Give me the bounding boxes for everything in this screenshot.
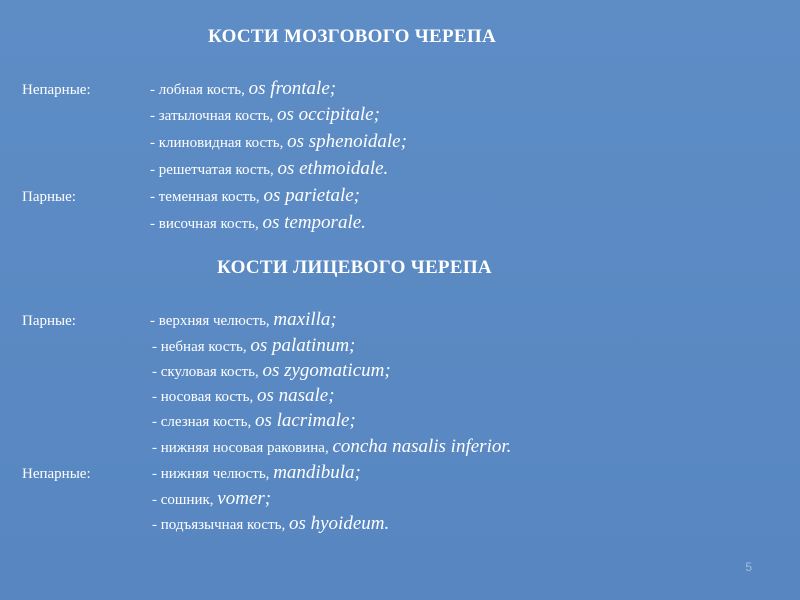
item-latin: os frontale; [248, 78, 337, 99]
item-latin: vomer; [217, 488, 272, 509]
item-russian: - слезная кость, [152, 414, 255, 430]
facial-unpaired-label: Непарные: [22, 466, 91, 482]
cranial-paired-item [150, 185, 360, 207]
cranial-unpaired-item [150, 104, 380, 126]
cranial-unpaired-item [150, 158, 388, 180]
item-latin: os nasale; [256, 385, 335, 406]
item-russian: - верхняя челюсть, [150, 313, 274, 329]
facial-paired-item [150, 309, 337, 331]
item-russian: - сошник, [152, 492, 218, 508]
item-latin: os sphenoidale; [287, 131, 407, 152]
item-latin: os lacrimale; [254, 410, 356, 431]
item-russian: - нижняя носовая раковина, [152, 440, 333, 456]
facial-unpaired-item [152, 513, 389, 535]
facial-unpaired-item [152, 488, 271, 510]
item-russian: - теменная кость, [150, 189, 264, 205]
facial-paired-item [152, 385, 335, 407]
page-number: 5 [745, 560, 752, 574]
item-latin: os ethmoidale. [277, 158, 389, 179]
item-russian: - носовая кость, [152, 389, 257, 405]
item-russian: - нижняя челюсть, [152, 466, 274, 482]
cranial-unpaired-item [150, 131, 407, 153]
item-russian: - затылочная кость, [150, 108, 278, 124]
item-latin: os palatinum; [250, 335, 356, 356]
facial-paired-item [152, 335, 355, 357]
item-russian: - клиновидная кость, [150, 135, 288, 151]
item-latin: os parietale; [263, 185, 361, 206]
item-latin: concha nasalis inferior. [332, 436, 512, 457]
facial-paired-item [152, 360, 391, 382]
cranial-title: КОСТИ МОЗГОВОГО ЧЕРЕПА [208, 26, 496, 47]
item-latin: os zygomaticum; [262, 360, 391, 381]
item-latin: os hyoideum. [288, 513, 390, 534]
cranial-paired-item [150, 212, 366, 234]
facial-paired-item [152, 436, 511, 458]
item-latin: maxilla; [273, 309, 337, 330]
facial-title: КОСТИ ЛИЦЕВОГО ЧЕРЕПА [217, 257, 492, 278]
facial-unpaired-item [152, 462, 361, 484]
item-latin: mandibula; [273, 462, 361, 483]
item-russian: - височная кость, [150, 216, 263, 232]
facial-paired-item [152, 410, 356, 432]
item-latin: os occipitale; [277, 104, 380, 125]
cranial-unpaired-item [150, 78, 336, 100]
item-russian: - скуловая кость, [152, 364, 263, 380]
cranial-paired-label: Парные: [22, 189, 76, 205]
item-russian: - решетчатая кость, [150, 162, 278, 178]
facial-paired-label: Парные: [22, 313, 76, 329]
item-russian: - небная кость, [152, 339, 251, 355]
item-latin: os temporale. [262, 212, 366, 233]
item-russian: - подъязычная кость, [152, 517, 289, 533]
item-russian: - лобная кость, [150, 82, 249, 98]
cranial-unpaired-label: Непарные: [22, 82, 91, 98]
